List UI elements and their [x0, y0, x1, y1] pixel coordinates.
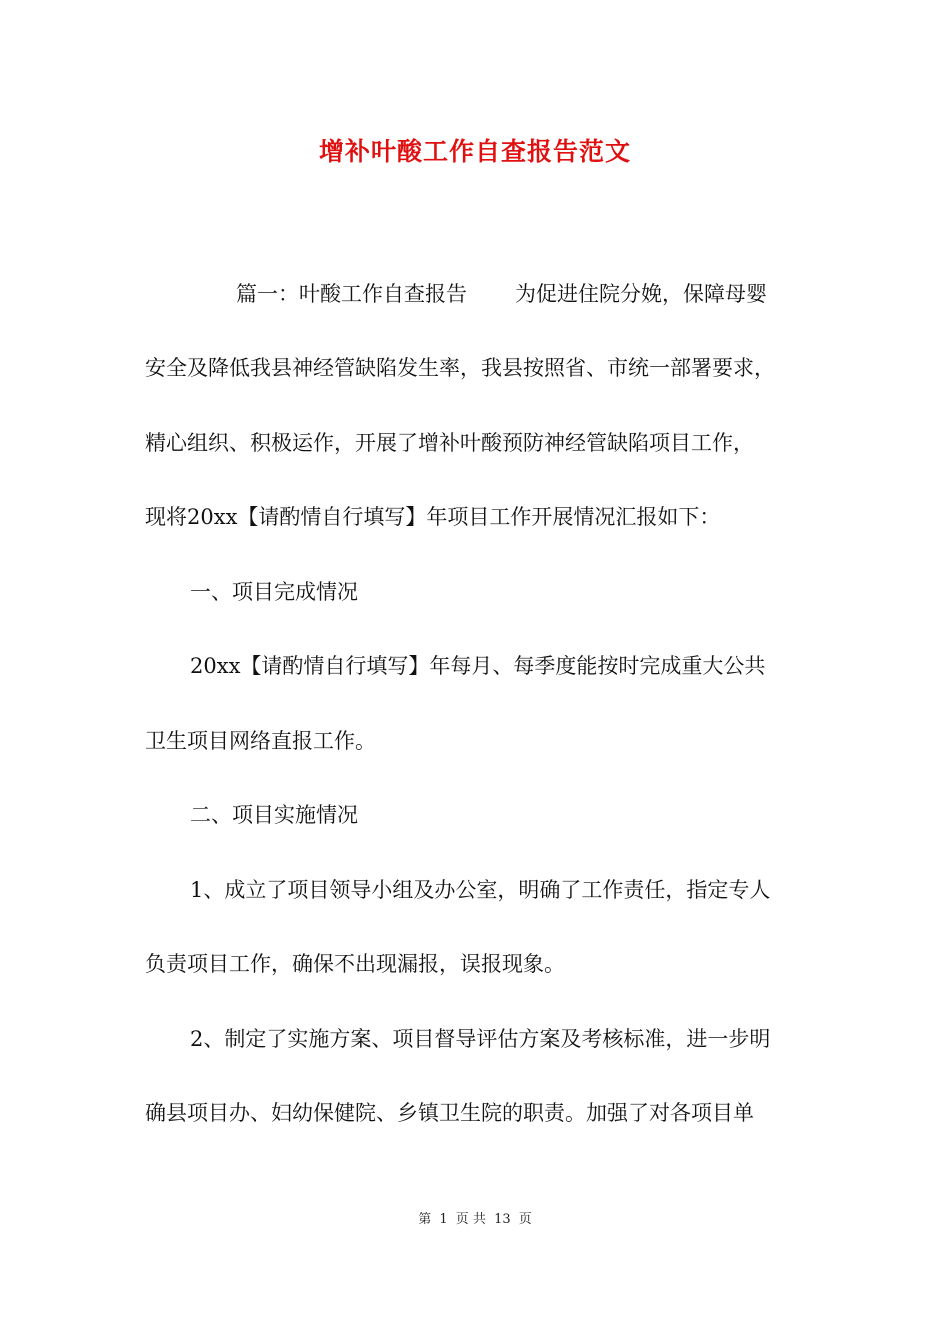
- paragraph-line-11: 2、制定了实施方案、项目督导评估方案及考核标准，进一步明: [190, 1027, 771, 1051]
- paragraph-line-6: 20xx【请酌情自行填写】年每月、每季度能按时完成重大公共: [190, 654, 766, 678]
- paragraph-line-9: 1、成立了项目领导小组及办公室，明确了工作责任，指定专人: [190, 878, 771, 902]
- section-heading-1: 一、项目完成情况: [190, 580, 358, 604]
- current-page-number: 1: [439, 1212, 448, 1227]
- footer-prefix: 第: [418, 1212, 432, 1227]
- footer-suffix: 页: [518, 1212, 532, 1227]
- paragraph-line-10: 负责项目工作，确保不出现漏报，误报现象。: [145, 952, 565, 976]
- paragraph-text: 为促进住院分娩，保障母婴: [515, 282, 767, 306]
- footer-middle: 页 共: [455, 1212, 486, 1227]
- paragraph-line-3: 精心组织、积极运作，开展了增补叶酸预防神经管缺陷项目工作，: [145, 431, 754, 455]
- paragraph-line-4: 现将20xx【请酌情自行填写】年项目工作开展情况汇报如下：: [145, 505, 721, 529]
- paragraph-line-1: [236, 279, 916, 309]
- paragraph-line-2: 安全及降低我县神经管缺陷发生率，我县按照省、市统一部署要求，: [145, 356, 775, 380]
- section-heading: 篇一：叶酸工作自查报告: [236, 282, 467, 306]
- section-heading-2: 二、项目实施情况: [190, 803, 358, 827]
- paragraph-line-12: 确县项目办、妇幼保健院、乡镇卫生院的职责。加强了对各项目单: [145, 1101, 754, 1125]
- paragraph-line-7: 卫生项目网络直报工作。: [145, 729, 376, 753]
- page-footer: [0, 1208, 950, 1227]
- document-title: 增补叶酸工作自查报告范文: [318, 137, 631, 166]
- total-pages-number: 13: [494, 1212, 511, 1227]
